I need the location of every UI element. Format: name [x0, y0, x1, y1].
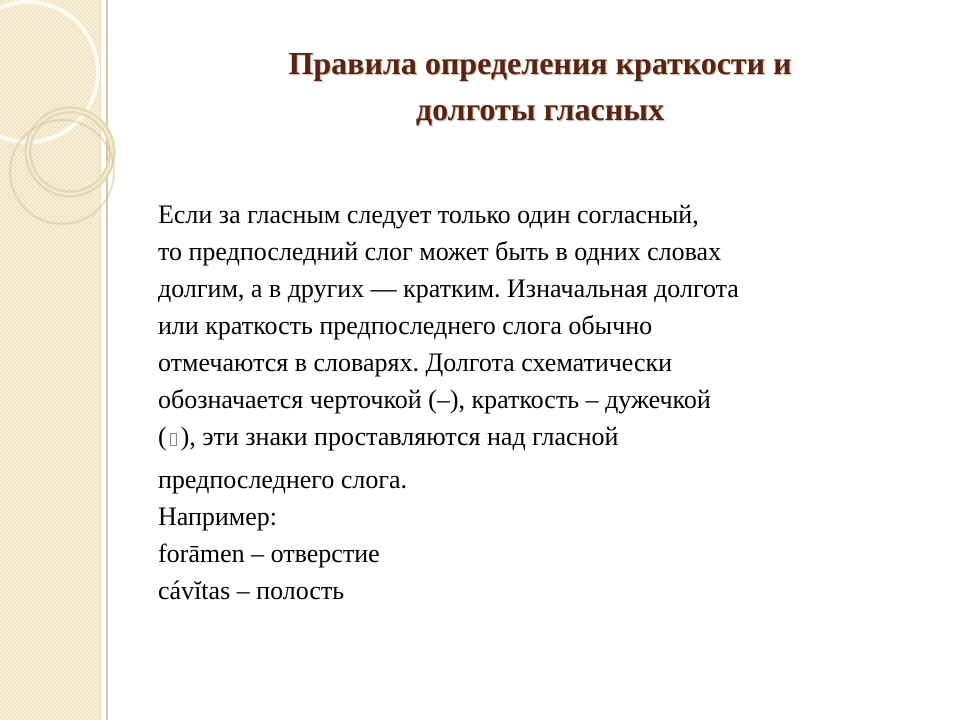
slide-body [158, 196, 898, 609]
body-line: долгим, а в других — кратким. Изначальная долгота [158, 274, 739, 303]
example-label: Например: [158, 502, 278, 531]
body-line: отмечаются в словарях. Долгота схематически [158, 348, 673, 377]
body-line-last: предпоследнего слога. [158, 465, 408, 494]
rule-paragraph [158, 196, 898, 498]
body-line: Если за гласным следует только один согласный, [158, 200, 699, 229]
breve-symbol-icon [170, 433, 177, 446]
body-line: то предпоследний слог может быть в одних словах [158, 237, 722, 266]
body-line: или краткость предпоследнего слога обычно [158, 311, 653, 340]
breve-open-paren: ( [158, 422, 167, 451]
body-line: обозначается черточкой (–), краткость – дужечкой [158, 385, 711, 414]
breve-line-text: ), эти знаки проставляются над гласной [180, 422, 619, 451]
example-item: cávĭtas – полость [158, 576, 345, 605]
title-line-1: Правила определения краткости и [288, 45, 792, 81]
decorative-rings [0, 0, 140, 260]
title-line-2: долготы гласных [415, 91, 665, 127]
example-item: forāmen – отверстие [158, 539, 380, 568]
breve-line [158, 418, 898, 455]
slide-title [170, 40, 910, 132]
